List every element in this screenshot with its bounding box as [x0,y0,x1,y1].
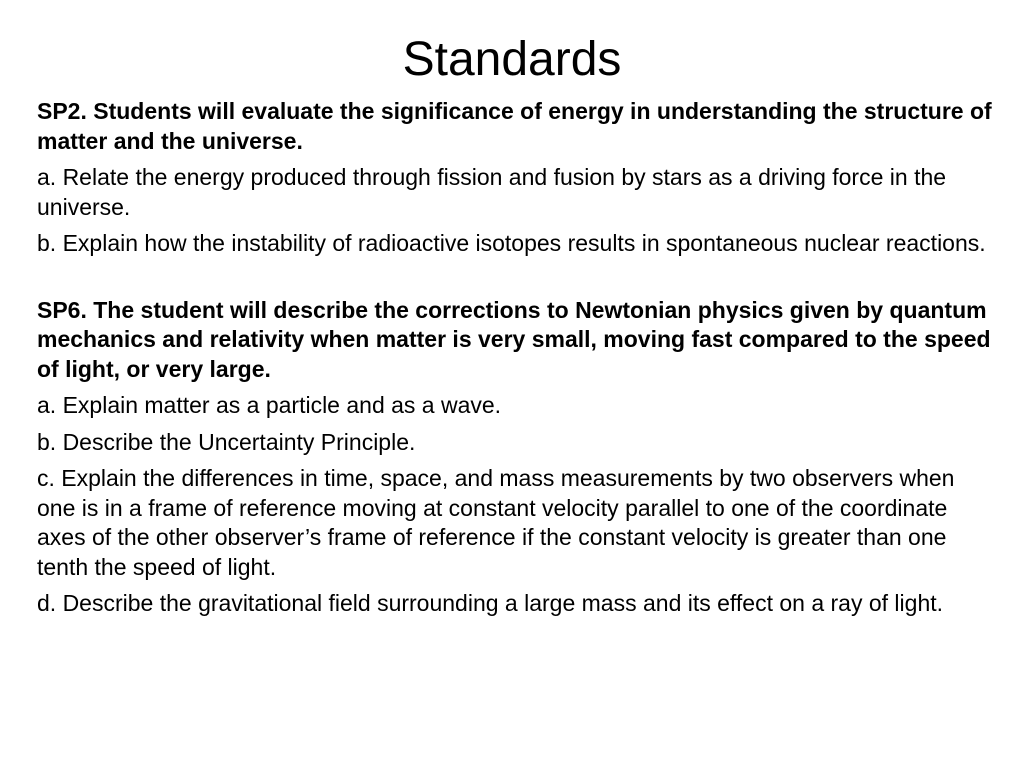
standard-sp2-heading: SP2. Students will evaluate the significance of energy in understanding the structure of matter and the universe. [37,98,992,154]
standard-sp6-heading: SP6. The student will describe the corrections to Newtonian physics given by quantum mechanics and relativity when matter is very small, moving fast compared to the speed of light, or very large. [37,296,991,382]
standard-sp6-item-b: b. Describe the Uncertainty Principle. [37,428,416,455]
standard-sp6-item-d: d. Describe the gravitational field surrounding a large mass and its effect on a ray of light. [37,590,944,616]
standard-sp2-item-a: a. Relate the energy produced through fission and fusion by stars as a driving force in the universe. [37,164,947,220]
slide-title: Standards [402,33,622,86]
standard-sp2-item-b: b. Explain how the instability of radioactive isotopes results in spontaneous nuclear reactions. [37,230,986,256]
slide-content [37,97,997,626]
standard-sp6-item-a: a. Explain matter as a particle and as a wave. [37,392,502,418]
standard-sp6-item-c: c. Explain the differences in time, space, and mass measurements by two observers when one is in a frame of reference moving at constant velocity parallel to one of the coordinate axes of the other observer’s frame of reference if the constant velocity is greater than one tenth the speed of light. [37,465,955,580]
section-spacer [37,266,997,296]
